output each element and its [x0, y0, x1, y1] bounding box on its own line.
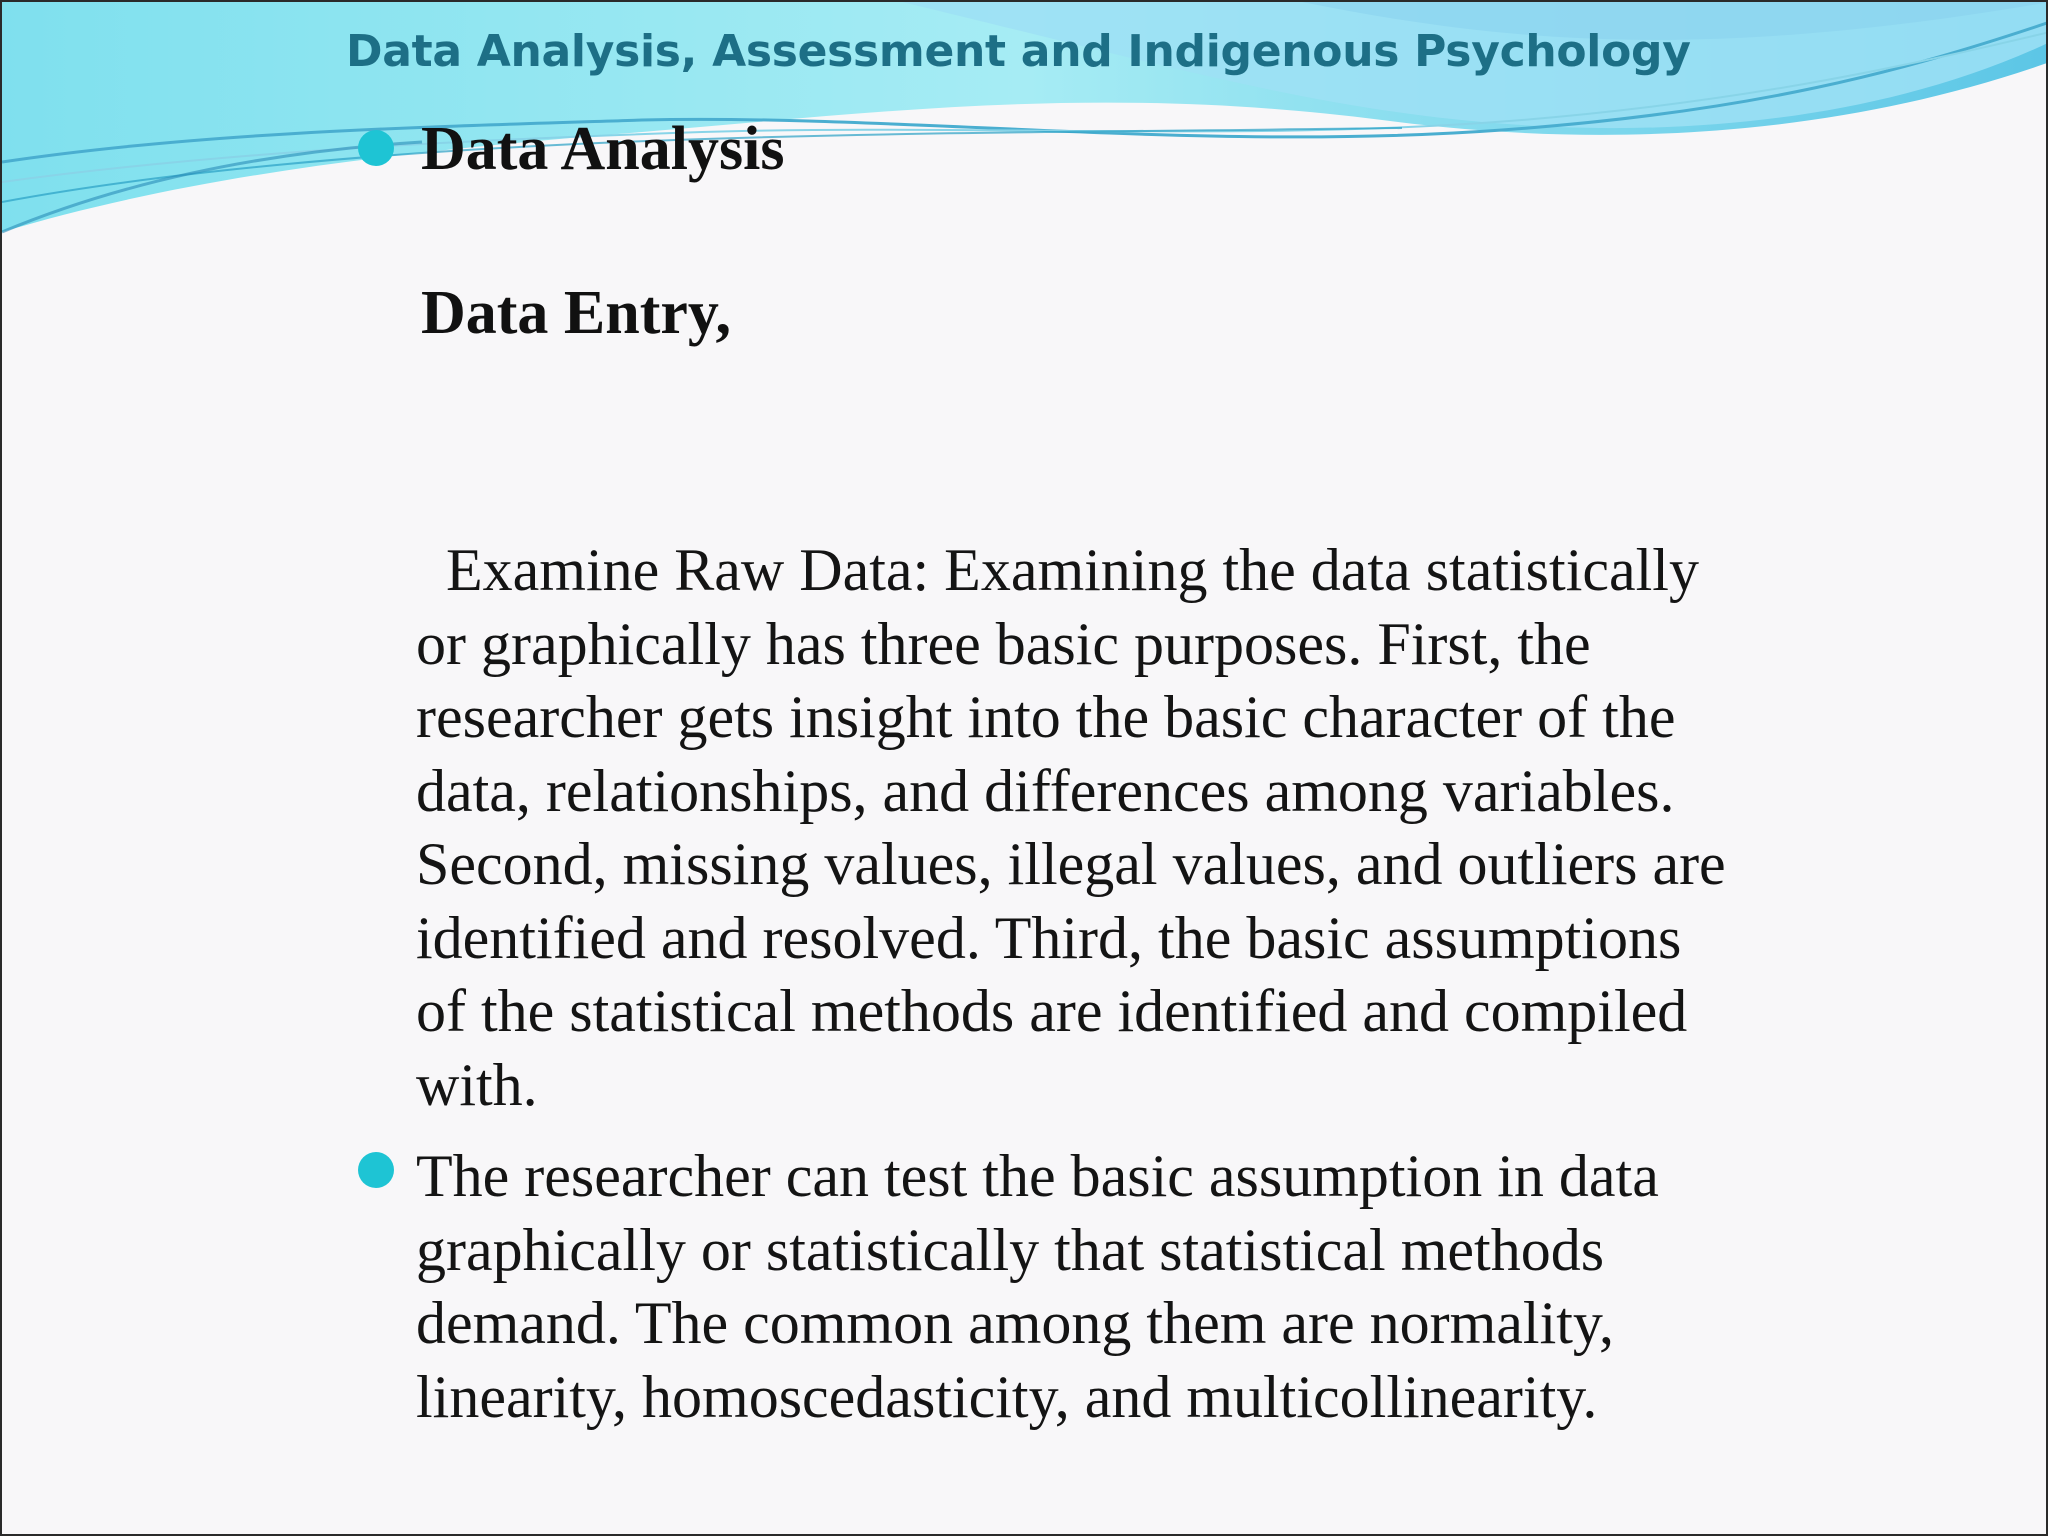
- slide-title: Data Analysis, Assessment and Indigenous Psychology: [346, 26, 1691, 77]
- paragraph-line: Examine Raw Data: Examining the data statistically: [416, 537, 1699, 603]
- subheading: Data Entry,: [421, 279, 731, 347]
- paragraph-line: Second, missing values, illegal values, and outliers are: [416, 831, 1726, 897]
- slide-content: [2, 2, 2048, 1536]
- paragraph-line: linearity, homoscedasticity, and multicollinearity.: [416, 1363, 1598, 1430]
- paragraph-line: identified and resolved. Third, the basic assumptions: [416, 904, 1682, 971]
- paragraph-line: researcher gets insight into the basic character of the: [416, 684, 1676, 750]
- paragraph-line: of the statistical methods are identified and compiled: [416, 978, 1688, 1044]
- paragraph-line: demand. The common among them are normality,: [416, 1290, 1615, 1356]
- paragraph-line: The researcher can test the basic assumption in data: [416, 1143, 1659, 1209]
- paragraph-line: graphically or statistically that statistical methods: [416, 1216, 1605, 1283]
- bullet-icon: [358, 130, 394, 166]
- bullet-heading: Data Analysis: [421, 115, 785, 183]
- paragraph-test-assumptions: [416, 1140, 2016, 1434]
- paragraph-line: with.: [416, 1051, 538, 1118]
- paragraph-examine-raw-data: [416, 534, 2016, 1122]
- paragraph-line: data, relationships, and differences among variables.: [416, 757, 1675, 824]
- bullet-icon: [358, 1152, 394, 1188]
- paragraph-line: or graphically has three basic purposes. First, the: [416, 610, 1591, 677]
